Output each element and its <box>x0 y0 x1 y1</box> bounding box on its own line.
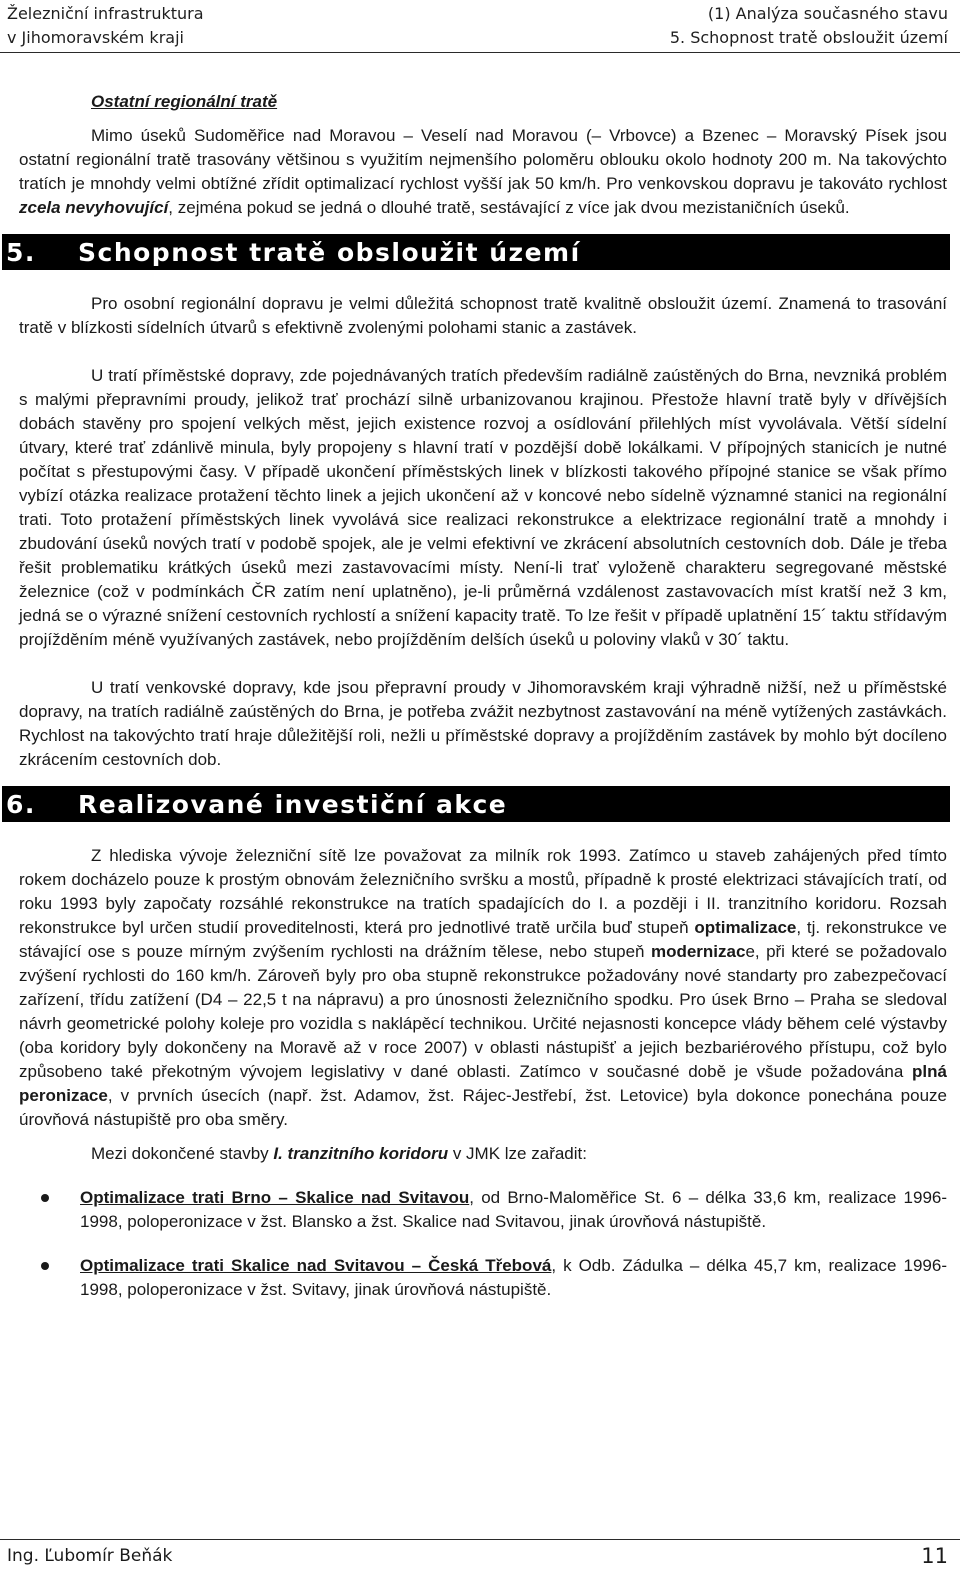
list-item-text: , od Brno-Maloměřice St. 6 – délka 33,6 km, realizace 1996-1998, poloperonizace v žst. Blansko a žst. Skalice nad Svitavou, jinak úrovňová nástupiště. <box>80 1188 948 1231</box>
bold-term: optimalizace <box>694 918 797 937</box>
page-header <box>0 0 960 53</box>
list-item <box>19 1254 947 1302</box>
paragraph: Pro osobní regionální dopravu je velmi důležitá schopnost tratě kvalitně obsloužit území. Znamená to trasování tratě v blízkosti sídelních útvarů s efektivně zvolenými polohami stanic a zastávek. <box>19 294 947 337</box>
paragraph: U tratí příměstské dopravy, zde pojednávaných tratích především radiálně zaústěných do Brna, nevzniká problém s malými přepravními proudy, jelikož trať prochází silně urbanizovanou krajinou. Přestože hlavní tratě byly v dřívějších dobách stavěny pro spojení velkých měst, jejich existence rozvoj a osídlování přilehlých míst vyvolávala. Větší sídelní útvary, které trať zdánlivě minula, byly propojeny s hlavní tratí v pozdější době lokálkami. V přípojných stanicích je nutné počítat s přestupovými časy. V případě ukončení příměstských linek v blízkosti takového přípojné stanice se však přímo vybízí otázka realizace protažení těchto linek a jejich ukončení až v koncové nebo sídelně významné stanici na regionální trati. Toto protažení příměstských linek vyvolává sice realizaci rekonstrukce a elektrizace regionální tratě a mnohdy i zbudování úseků nových tratí v podobě spojek, ale je velmi efektivní ve zkrácení absolutních cestovních dob. Dále je třeba řešit problematiku krátkých úseků mezi zastavovacími místy. Není-li trať vyloženě charakteru segregované městské železnice (což v podmínkách ČR zatím není uplatněno), je-li průměrná vzdálenost zastavovacích míst kratší než 3 km, jedná se o výrazné snížení cestovních rychlostí a snížení kapacity tratě. To lze řešit v případě uplatnění 15´ taktu střídavým projížděním méně využívaných zastávek, nebo projížděním delších úseků u poloviny vlaků v 30´ taktu. <box>19 366 947 649</box>
emphasis-text: I. tranzitního koridoru <box>273 1144 449 1163</box>
text-run: Mimo úseků Sudoměřice nad Moravou – Veselí nad Moravou (– Vrbovce) a Bzenec – Moravský Písek jsou ostatní regionální tratě trasovány většinou s využitím nejmenšího poloměru oblouku okolo hodnoty 200 m. Na takovýchto tratích je mnohdy velmi obtížné zřídit optimalizací rychlost vyšší jak 50 km/h. Pro venkovskou dopravu je takováto rychlost <box>19 126 947 193</box>
section-number: 6. <box>6 789 36 819</box>
page-body <box>6 90 948 1302</box>
page-number: 11 <box>921 1544 948 1568</box>
header-part-title: (1) Analýza současného stavu <box>707 4 948 23</box>
text-run: , zejména pokud se jedná o dlouhé tratě, sestávající z více jak dvou mezistaničních úseků. <box>168 198 850 217</box>
emphasis-text: zcela nevyhovující <box>19 198 169 217</box>
paragraph <box>19 1142 947 1166</box>
section-title: Schopnost tratě obsloužit území <box>78 237 581 267</box>
bullet-icon <box>41 1194 49 1202</box>
list-item-text: , k Odb. Zádulka – délka 45,7 km, realizace 1996-1998, poloperonizace v žst. Svitavy, jinak úrovňová nástupiště. <box>80 1256 947 1299</box>
header-chapter-title: 5. Schopnost tratě obsloužit území <box>669 28 948 47</box>
section-number: 5. <box>6 237 36 267</box>
header-doc-region: v Jihomoravském kraji <box>7 28 184 47</box>
text-run: Z hlediska vývoje železniční sítě lze považovat za milník rok 1993. Zatímco u staveb zahájených před tímto rokem docházelo pouze k prostým obnovám železničního svršku a mostů, případně k prosté elektrizaci stávajících tratí, od roku 1993 byly započaty rozsáhlé rekonstrukce na tratích spadajících do I. a později i II. tranzitního koridoru. Rozsah rekonstrukce byl určen studií proveditelnosti, která pro jednotlivé tratě určila buď stupeň <box>19 846 947 937</box>
text-run: Mezi dokončené stavby <box>91 1144 274 1163</box>
text-run: , tj. rekonstrukce ve stávající ose s pouze mírným zvýšením rychlosti na drážním tělese, nebo stupeň <box>19 918 947 961</box>
section-title: Realizované investiční akce <box>78 789 508 819</box>
bullet-icon <box>41 1262 49 1270</box>
paragraph <box>19 844 947 1132</box>
section-heading-5 <box>2 234 950 270</box>
footer-author: Ing. Ľubomír Beňák <box>7 1546 173 1566</box>
text-run: e <box>745 942 755 961</box>
subsection-paragraph <box>19 124 947 220</box>
header-right <box>670 2 948 50</box>
text-run: v JMK lze zařadit: <box>448 1144 587 1163</box>
paragraph: U tratí venkovské dopravy, kde jsou přepravní proudy v Jihomoravském kraji výhradně nižší, než u příměstské dopravy, na tratích radiálně zaústěných do Brna, je potřeba zvážit nezbytnost zastavování na méně vytížených zastávkách. Rychlost na takovýchto tratí hraje důležitější roli, nežli u příměstské dopravy a projížděním zastávek by mohlo být docíleno zkrácením cestovních dob. <box>19 678 947 769</box>
text-run: , při které se požadovalo zvýšení rychlosti do 160 km/h. Zároveň byly pro oba stupně rekonstrukce požadovány nové standarty pro zabezpečovací zařízení, třídu zatížení (D4 – 22,5 t na nápravu) a pro únosnosti železničního spodku. Pro úsek Brno – Praha se sledoval návrh geometrické polohy koleje pro vozidla s naklápěcí technikou. Určité nejasnosti koncepce vlády během celé výstavby (oba koridory byly dokončeny na Moravě až v roce 2007) v oblasti nástupišť a jejich bezbariérového přístupu, což bylo způsobeno také překotným vývojem legislativy v dané oblasti. Zatímco v současné době je všude požadována <box>19 942 947 1081</box>
header-left <box>7 2 204 50</box>
subsection-title: Ostatní regionální tratě <box>91 92 278 111</box>
list-item <box>19 1186 947 1234</box>
list-item-title: Optimalizace trati Skalice nad Svitavou – Česká Třebová <box>80 1256 552 1275</box>
project-list <box>19 1186 947 1302</box>
header-doc-title: Železniční infrastruktura <box>7 4 204 23</box>
bold-term: plná peronizace <box>19 1062 947 1105</box>
text-run: , v prvních úsecích (např. žst. Adamov, žst. Rájec-Jestřebí, žst. Letovice) byla dokonce ponechána pouze úrovňová nástupiště pro oba směry. <box>19 1086 947 1129</box>
section-heading-6 <box>2 786 950 822</box>
bold-term: modernizac <box>650 942 746 961</box>
page-footer <box>0 1539 960 1568</box>
list-item-title: Optimalizace trati Brno – Skalice nad Svitavou <box>80 1188 470 1207</box>
